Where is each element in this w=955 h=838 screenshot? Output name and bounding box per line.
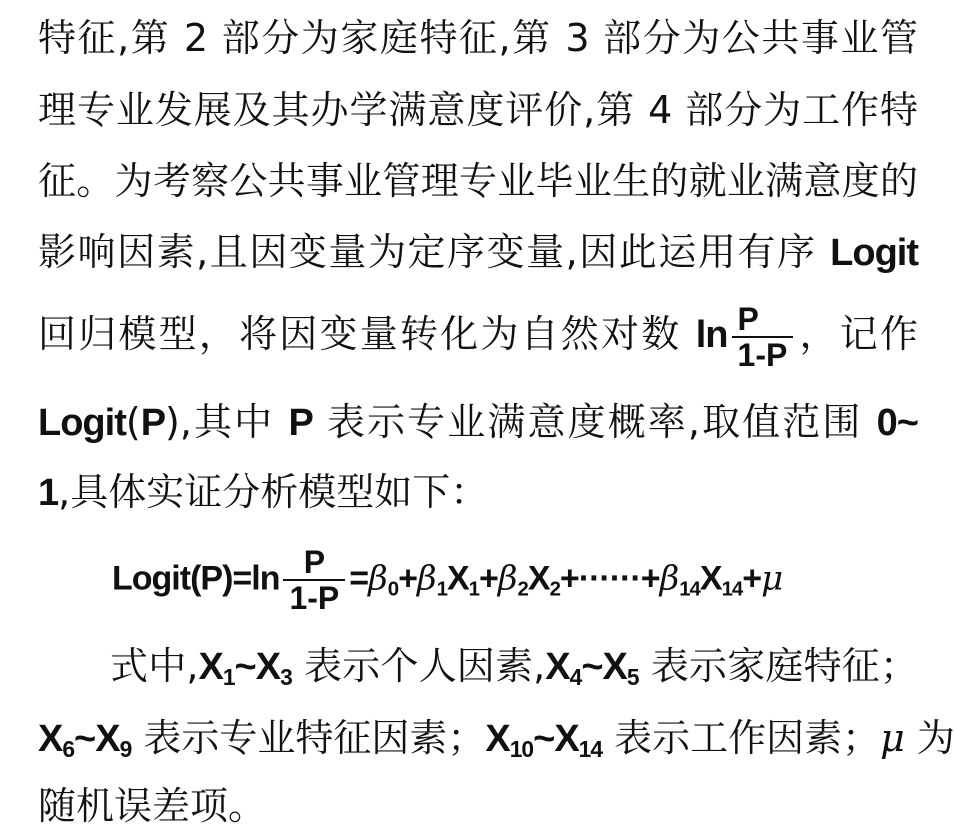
x-variable: X — [545, 646, 570, 688]
text-run: 影响因素,且因变量为定序变量,因此运用有序 — [38, 230, 831, 274]
x-variable: X — [95, 718, 120, 760]
beta-subscript: 0 — [387, 578, 399, 601]
body-text-line: 特征,第 2 部分为家庭特征,第 3 部分为公共事业管 — [38, 16, 918, 60]
logit-term: Logit — [38, 402, 126, 444]
x-subscript: 10 — [509, 736, 534, 762]
text-run: ),其中 — [165, 400, 289, 444]
x-subscript: 1 — [468, 578, 480, 601]
body-text-line — [38, 468, 918, 517]
formula-lhs: Logit(P)=ln — [112, 559, 280, 598]
x-variable: X — [255, 646, 281, 688]
tilde: ~ — [533, 718, 555, 760]
beta-subscript: 1 — [436, 578, 447, 601]
x-variable: X — [699, 559, 722, 598]
ellipsis-operator: +······+ — [559, 559, 660, 598]
body-text-line: 理专业发展及其办学满意度评价,第 4 部分为工作特 — [38, 88, 918, 132]
x-variable: X — [446, 559, 469, 598]
body-text-line: 征。为考察公共事业管理专业毕业生的就业满意度的 — [38, 159, 918, 203]
text-run: 表示专业满意度概率,取值范围 — [312, 400, 877, 444]
x-subscript: 14 — [721, 578, 743, 601]
beta-symbol: β — [497, 558, 518, 599]
x-subscript: 6 — [62, 736, 75, 762]
tilde: ~ — [234, 646, 256, 688]
tilde: ~ — [74, 718, 96, 760]
range-end: 1 — [38, 472, 59, 514]
fraction-numerator: P — [283, 545, 345, 581]
body-text-line — [38, 228, 918, 277]
body-text-line — [38, 398, 918, 447]
body-text-line — [38, 714, 955, 763]
beta-symbol: β — [659, 558, 680, 599]
fraction-denominator: 1-P — [737, 336, 788, 373]
x-variable: X — [485, 718, 510, 760]
mu-symbol: μ — [761, 558, 784, 599]
text-run: ,具体实证分析模型如下： — [58, 470, 489, 514]
paren-open: ( — [125, 400, 141, 444]
plus-operator: + — [398, 559, 417, 598]
x-subscript: 9 — [119, 736, 132, 762]
plus-operator: + — [479, 559, 498, 598]
inline-fraction — [732, 302, 794, 372]
ln-symbol: ln — [695, 314, 728, 356]
body-text-line — [110, 642, 918, 691]
x-subscript: 2 — [549, 578, 560, 601]
x-variable: X — [527, 559, 550, 598]
x-subscript: 1 — [222, 664, 235, 690]
x-variable: X — [198, 646, 223, 688]
body-text-line — [38, 300, 918, 372]
x-variable: X — [602, 646, 627, 688]
body-text-line: 随机误差项。 — [38, 784, 267, 828]
p-symbol: P — [288, 402, 313, 444]
mu-symbol: μ — [880, 716, 905, 760]
x-subscript: 3 — [280, 664, 292, 690]
logit-model-formula — [112, 545, 872, 615]
equals-sign: = — [349, 559, 369, 598]
logit-term: Logit — [830, 232, 918, 274]
x-variable: X — [554, 718, 579, 760]
text-run: 为 — [904, 716, 955, 760]
text-run: 表示工作因素； — [602, 716, 881, 760]
formula-fraction — [283, 545, 345, 615]
beta-subscript: 2 — [517, 578, 528, 601]
text-run: ，记作 — [797, 312, 918, 356]
text-run: 表示个人因素, — [291, 644, 546, 688]
x-subscript: 4 — [569, 664, 582, 690]
text-run: 回归模型，将因变量转化为自然对数 — [38, 312, 696, 356]
text-run: 表示家庭特征； — [638, 644, 918, 688]
beta-symbol: β — [416, 558, 437, 599]
x-variable: X — [38, 718, 63, 760]
p-symbol: P — [140, 402, 166, 444]
text-run: 式中, — [110, 644, 199, 688]
beta-symbol: β — [368, 558, 388, 599]
text-run: 表示专业特征因素； — [131, 716, 486, 760]
beta-subscript: 14 — [679, 578, 700, 601]
fraction-denominator: 1-P — [289, 580, 340, 616]
tilde: ~ — [581, 646, 603, 688]
x-subscript: 5 — [626, 664, 639, 690]
x-subscript: 14 — [578, 736, 603, 762]
plus-operator: + — [742, 559, 762, 598]
range-start: 0~ — [876, 402, 918, 444]
fraction-numerator: P — [732, 302, 794, 338]
